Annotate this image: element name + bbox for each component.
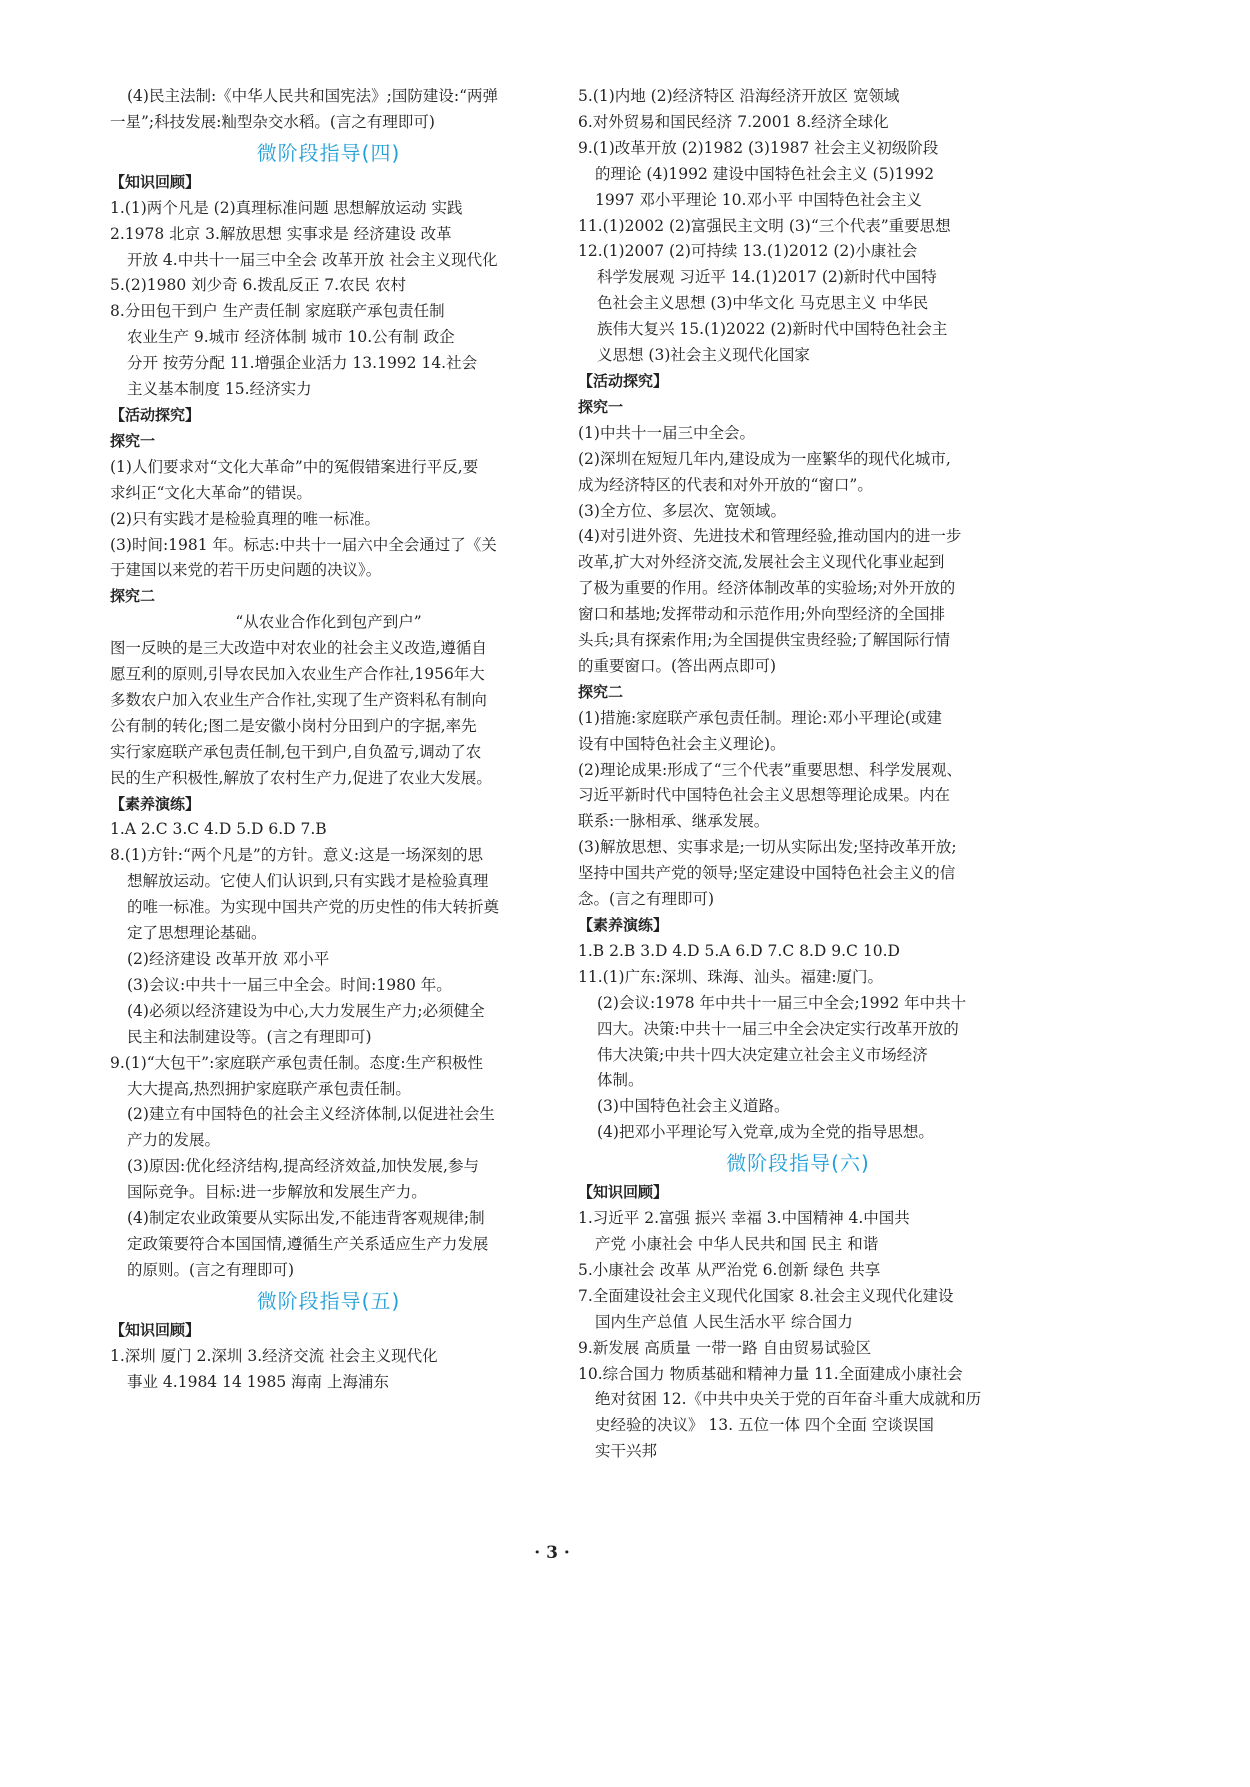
answer-line: “从农业合作化到包产到户”: [235, 613, 422, 632]
answer-line: 的唯一标准。为实现中国共产党的历史性的伟大转折奠: [127, 898, 500, 917]
answer-line: 1.习近平 2.富强 振兴 幸福 3.中国精神 4.中国共: [578, 1209, 910, 1228]
answer-line: (4)民主法制:《中华人民共和国宪法》;国防建设:“两弹: [127, 87, 499, 105]
answer-line: 想解放运动。它使人们认识到,只有实践才是检验真理: [127, 872, 489, 891]
answer-line: 实干兴邦: [595, 1442, 658, 1461]
answer-line: 义思想 (3)社会主义现代化国家: [597, 346, 810, 365]
answer-line: 科学发展观 习近平 14.(1)2017 (2)新时代中国特: [597, 268, 937, 287]
answer-line: 9.(1)改革开放 (2)1982 (3)1987 社会主义初级阶段: [578, 138, 939, 157]
answer-line: 1.深圳 厦门 2.深圳 3.经济交流 社会主义现代化: [110, 1346, 438, 1365]
answer-line: 开放 4.中共十一届三中全会 改革开放 社会主义现代化: [127, 250, 498, 269]
answer-line: 体制。: [597, 1071, 644, 1090]
answer-line: 5.小康社会 改革 从严治党 6.创新 绿色 共享: [578, 1260, 881, 1279]
answer-line: 国内生产总值 人民生活水平 综合国力: [595, 1312, 853, 1331]
left-column: [110, 84, 547, 1396]
answer-line: (1)人们要求对“文化大革命”中的冤假错案进行平反,要: [110, 457, 479, 476]
answer-line: 求纠正“文化大革命”的错误。: [110, 483, 312, 502]
answer-line: (1)中共十一届三中全会。: [578, 423, 755, 442]
answer-line: (3)原因:优化经济结构,提高经济效益,加快发展,参与: [127, 1157, 479, 1176]
answer-line: (3)全方位、多层次、宽领域。: [578, 501, 786, 520]
subsection-heading: 探究一: [578, 397, 624, 416]
answer-line: 伟大决策;中共十四大决定建立社会主义市场经济: [597, 1045, 928, 1064]
answer-line: 1.B 2.B 3.D 4.D 5.A 6.D 7.C 8.D 9.C 10.D: [578, 941, 900, 960]
answer-line: 的理论 (4)1992 建设中国特色社会主义 (5)1992: [595, 164, 935, 183]
answer-line: 主义基本制度 15.经济实力: [127, 380, 312, 399]
answer-line: 成为经济特区的代表和对外开放的“窗口”。: [578, 475, 873, 494]
answer-line: (4)制定农业政策要从实际出发,不能违背客观规律;制: [127, 1209, 485, 1228]
answer-line: 色社会主义思想 (3)中华文化 马克思主义 中华民: [597, 294, 929, 313]
answer-line: 一星”;科技发展:籼型杂交水稻。(言之有理即可): [110, 112, 435, 131]
answer-line: (2)经济建设 改革开放 邓小平: [127, 950, 330, 968]
answer-line: (4)把邓小平理论写入党章,成为全党的指导思想。: [597, 1123, 934, 1142]
answer-line: 定了思想理论基础。: [127, 924, 267, 943]
answer-line: 2.1978 北京 3.解放思想 实事求是 经济建设 改革: [110, 224, 452, 243]
answer-line: 8.(1)方针:“两个凡是”的方针。意义:这是一场深刻的思: [110, 846, 484, 865]
section-heading: 【素养演练】: [578, 916, 669, 934]
answer-line: 联系:一脉相承、继承发展。: [578, 812, 770, 831]
answer-line: (2)只有实践才是检验真理的唯一标准。: [110, 509, 380, 528]
subsection-heading: 探究二: [578, 682, 624, 701]
page-number: · 3 ·: [534, 1543, 570, 1563]
answer-line: 设有中国特色社会主义理论)。: [578, 734, 786, 753]
answer-line: 11.(1)广东:深圳、珠海、汕头。福建:厦门。: [578, 967, 884, 986]
answer-line: 9.(1)“大包干”:家庭联产承包责任制。态度:生产积极性: [110, 1053, 484, 1072]
answer-line: 6.对外贸易和国民经济 7.2001 8.经济全球化: [578, 112, 889, 131]
answer-line: 绝对贫困 12.《中共中央关于党的百年奋斗重大成就和历: [595, 1390, 982, 1409]
answer-line: 改革,扩大对外经济交流,发展社会主义现代化事业起到: [578, 553, 945, 572]
answer-line: 民主和法制建设等。(言之有理即可): [127, 1027, 372, 1046]
answer-line: 定政策要符合本国国情,遵循生产关系适应生产力发展: [127, 1234, 489, 1253]
answer-line: 了极为重要的作用。经济体制改革的实验场;对外开放的: [578, 579, 956, 598]
answer-line: (3)中国特色社会主义道路。: [597, 1097, 790, 1116]
answer-line: 公有制的转化;图二是安徽小岗村分田到户的字据,率先: [110, 716, 477, 735]
answer-line: 11.(1)2002 (2)富强民主文明 (3)“三个代表”重要思想: [578, 216, 951, 235]
answer-line: 农业生产 9.城市 经济体制 城市 10.公有制 政企: [127, 328, 455, 347]
answer-line: 头兵;具有探索作用;为全国提供宝贵经验;了解国际行情: [578, 631, 951, 650]
answer-line: 产力的发展。: [127, 1131, 221, 1150]
answer-line: 大大提高,热烈拥护家庭联产承包责任制。: [127, 1079, 411, 1098]
right-column: [578, 84, 1018, 1465]
answer-line: (3)时间:1981 年。标志:中共十一届六中全会通过了《关: [110, 535, 497, 554]
answer-line: 的原则。(言之有理即可): [127, 1260, 295, 1279]
section-heading: 【活动探究】: [578, 371, 669, 390]
answer-line: 9.新发展 高质量 一带一路 自由贸易试验区: [578, 1338, 872, 1357]
answer-line: 1997 邓小平理论 10.邓小平 中国特色社会主义: [595, 190, 922, 209]
answer-line: 1.(1)两个凡是 (2)真理标准问题 思想解放运动 实践: [110, 198, 463, 217]
answer-line: 四大。决策:中共十一届三中全会决定实行改革开放的: [597, 1019, 959, 1038]
answer-line: 于建国以来党的若干历史问题的决议》。: [110, 561, 382, 580]
subsection-heading: 探究一: [110, 431, 156, 450]
answer-line: 窗口和基地;发挥带动和示范作用;外向型经济的全国排: [578, 605, 945, 624]
answer-line: (2)深圳在短短几年内,建设成为一座繁华的现代化城市,: [578, 449, 951, 468]
answer-line: 8.分田包干到户 生产责任制 家庭联产承包责任制: [110, 302, 445, 321]
section-title: 微阶段指导(四): [256, 140, 401, 165]
answer-line: 史经验的决议》 13. 五位一体 四个全面 空谈误国: [595, 1416, 934, 1435]
answer-line: 5.(2)1980 刘少奇 6.拨乱反正 7.农民 农村: [110, 276, 406, 295]
answer-line: 国际竞争。目标:进一步解放和发展生产力。: [127, 1183, 427, 1202]
answer-line: 分开 按劳分配 11.增强企业活力 13.1992 14.社会: [127, 354, 478, 373]
answer-line: (2)理论成果:形成了“三个代表”重要思想、科学发展观、: [578, 760, 963, 779]
answer-line: 的重要窗口。(答出两点即可): [578, 656, 777, 675]
answer-line: 习近平新时代中国特色社会主义思想等理论成果。内在: [578, 786, 951, 805]
answer-line: 5.(1)内地 (2)经济特区 沿海经济开放区 宽领域: [578, 87, 900, 105]
answer-line: 坚持中国共产党的领导;坚定建设中国特色社会主义的信: [578, 864, 956, 883]
answer-line: 念。(言之有理即可): [578, 890, 715, 909]
answer-line: (2)会议:1978 年中共十一届三中全会;1992 年中共十: [597, 993, 967, 1012]
answer-line: 愿互利的原则,引导农民加入农业生产合作社,1956年大: [110, 665, 485, 684]
answer-line: 10.综合国力 物质基础和精神力量 11.全面建成小康社会: [578, 1364, 963, 1383]
answer-line: 7.全面建设社会主义现代化国家 8.社会主义现代化建设: [578, 1286, 954, 1305]
answer-line: (3)会议:中共十一届三中全会。时间:1980 年。: [127, 975, 452, 994]
answer-line: 多数农户加入农业生产合作社,实现了生产资料私有制向: [110, 690, 487, 709]
answer-line: (2)建立有中国特色的社会主义经济体制,以促进社会生: [127, 1105, 495, 1124]
answer-line: (4)必须以经济建设为中心,大力发展生产力;必须健全: [127, 1001, 485, 1020]
answer-line: (1)措施:家庭联产承包责任制。理论:邓小平理论(或建: [578, 708, 942, 727]
section-heading: 【知识回顾】: [110, 1320, 201, 1339]
answer-line: (4)对引进外资、先进技术和管理经验,推动国内的进一步: [578, 527, 962, 546]
answer-line: 1.A 2.C 3.C 4.D 5.D 6.D 7.B: [110, 820, 327, 839]
answer-line: 12.(1)2007 (2)可持续 13.(1)2012 (2)小康社会: [578, 242, 918, 261]
section-title: 微阶段指导(六): [726, 1151, 870, 1176]
section-heading: 【活动探究】: [110, 405, 201, 424]
answer-line: 事业 4.1984 14 1985 海南 上海浦东: [127, 1372, 390, 1391]
section-heading: 【素养演练】: [110, 794, 201, 813]
section-heading: 【知识回顾】: [578, 1183, 669, 1202]
section-heading: 【知识回顾】: [110, 172, 201, 191]
answer-line: 实行家庭联产承包责任制,包干到户,自负盈亏,调动了农: [110, 742, 482, 761]
subsection-heading: 探究二: [110, 587, 156, 606]
answer-line: (3)解放思想、实事求是;一切从实际出发;坚持改革开放;: [578, 838, 957, 857]
answer-line: 民的生产积极性,解放了农村生产力,促进了农业大发展。: [110, 768, 492, 787]
answer-line: 产党 小康社会 中华人民共和国 民主 和谐: [595, 1234, 879, 1253]
answer-line: 图一反映的是三大改造中对农业的社会主义改造,遵循自: [110, 639, 487, 658]
section-title: 微阶段指导(五): [256, 1288, 401, 1313]
answer-line: 族伟大复兴 15.(1)2022 (2)新时代中国特色社会主: [597, 320, 948, 339]
